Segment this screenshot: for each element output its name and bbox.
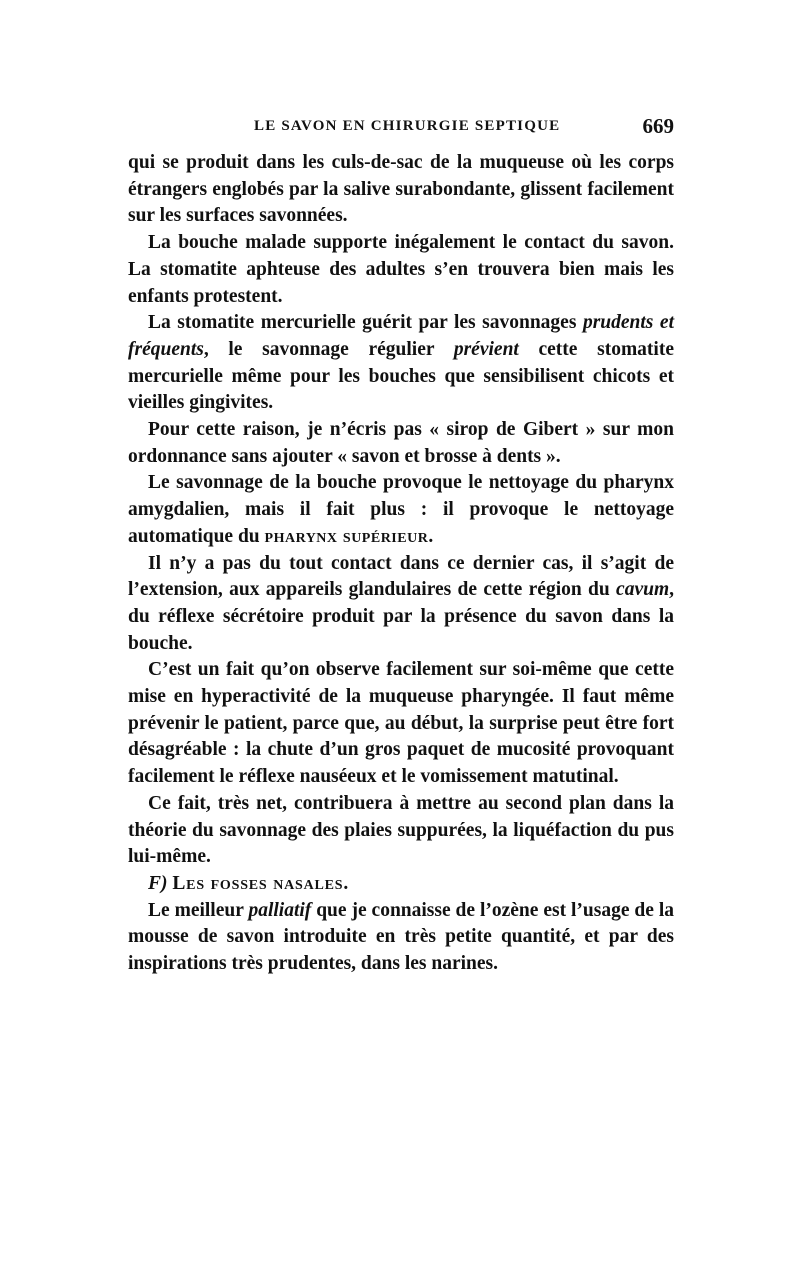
paragraph-1-text: qui se produit dans les culs-de-sac de la muqueuse où les corps étrangers englobés par la salive surabondante, glissent facilement sur les surfaces savonnées. — [128, 152, 674, 227]
paragraph-5 — [128, 470, 674, 550]
paragraph-3 — [128, 310, 674, 417]
paragraph-9 — [128, 898, 674, 978]
paragraph-6-emphasis: cavum — [616, 579, 670, 601]
body-text — [128, 150, 674, 978]
paragraph-7 — [128, 657, 674, 791]
paragraph-8 — [128, 791, 674, 871]
paragraph-9-text-start: Le meilleur — [148, 899, 249, 921]
paragraph-9-emphasis: palliatif — [248, 899, 312, 921]
paragraph-8-text: Ce fait, très net, contribuera à mettre au second plan dans la théorie du savonnage des plaies suppurées, la liquéfaction du pus lui-même. — [128, 792, 674, 868]
paragraph-3-text-end: cette stomatite mercurielle même pour les bouches que sensibilisent chicots et vieilles gingivites. — [128, 338, 674, 414]
paragraph-3-text-start: La stomatite mercurielle guérit par les savonnages — [148, 312, 583, 334]
paragraph-5-smallcaps: pharynx supérieur — [264, 525, 429, 547]
paragraph-6 — [128, 551, 674, 658]
paragraph-1 — [128, 150, 674, 230]
running-head — [128, 112, 674, 142]
paragraph-2-text: La bouche malade supporte inégalement le contact du savon. La stomatite aphteuse des adultes s’en trouvera bien mais les enfants protestent. — [128, 232, 674, 307]
subsection-letter: F) — [148, 872, 168, 894]
paragraph-4-text: Pour cette raison, je n’écris pas « sirop de Gibert » sur mon ordonnance sans ajouter « savon et brosse à dents ». — [128, 419, 674, 467]
running-title: LE SAVON EN CHIRURGIE SEPTIQUE — [254, 118, 561, 134]
page-number: 669 — [642, 114, 674, 138]
paragraph-3-text-middle: , le savonnage régulier — [203, 338, 454, 360]
paragraph-2 — [128, 230, 674, 310]
paragraph-6-text-start: Il n’y a pas du tout contact dans ce dernier cas, il s’agit de l’extension, aux appareils glandulaires de cette région du — [128, 552, 674, 601]
paragraph-9-text-end: que je connaisse de l’ozène est l’usage de la mousse de savon introduite en très petite quantité, et par des inspirations très prudentes, dans les narines. — [128, 899, 674, 975]
paragraph-7-text: C’est un fait qu’on observe facilement sur soi-même que cette mise en hyperactivité de la muqueuse pharyngée. Il faut même prévenir le patient, parce que, au début, la surprise peut être fort désagréable : la chute d’un gros paquet de mucosité provoquant facilement le réflexe nauséeux et le vomissement matutinal. — [128, 659, 674, 788]
paragraph-3-emphasis-1: prudents et fréquents — [128, 312, 674, 360]
paragraph-5-text-start: Le savonnage de la bouche provoque le nettoyage du pharynx amygdalien, mais il fait plus : il provoque le nettoyage automatique du — [128, 472, 674, 547]
paragraph-6-text-end: , du réflexe sécrétoire produit par la présence du savon dans la bouche. — [128, 579, 674, 654]
subsection-title: Les fosses nasales. — [172, 872, 350, 894]
paragraph-4 — [128, 417, 674, 470]
paragraph-3-emphasis-2: prévient — [453, 338, 519, 360]
paragraph-5-text-end: . — [428, 525, 434, 547]
subsection-heading — [128, 871, 674, 898]
